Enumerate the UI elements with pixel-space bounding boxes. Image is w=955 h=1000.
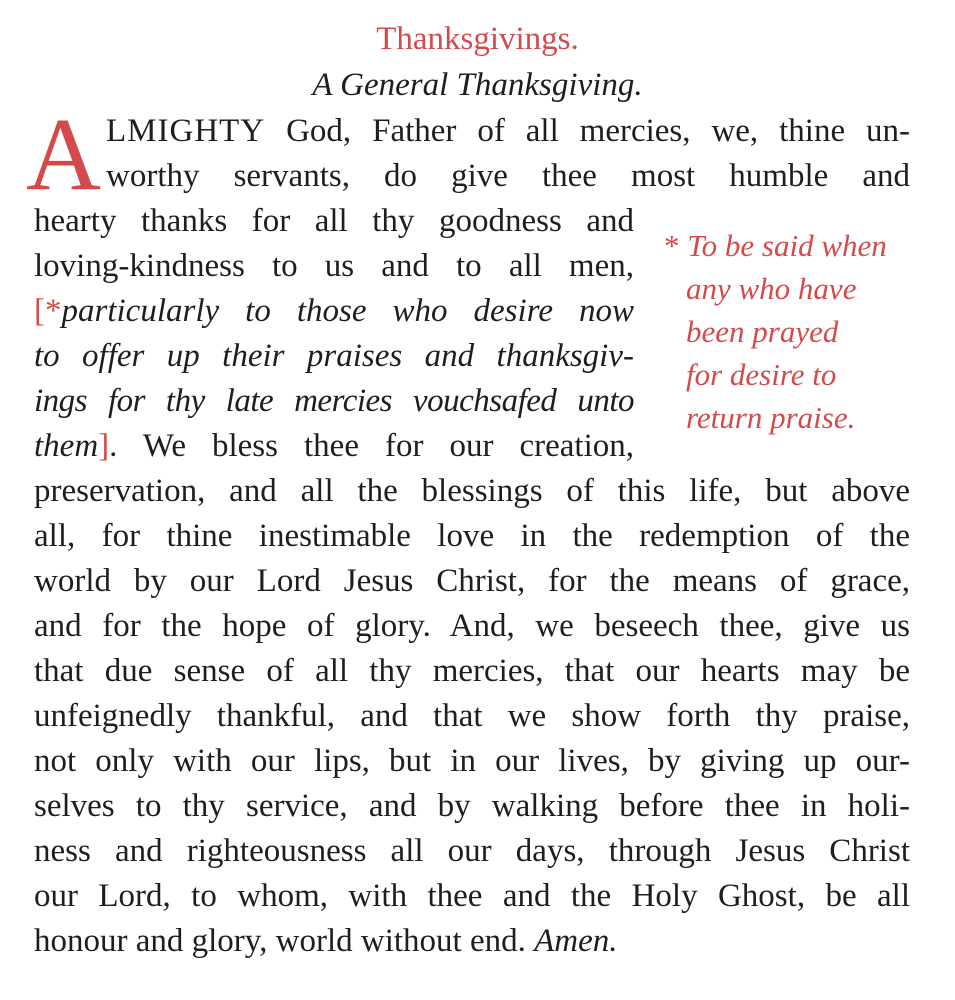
- text-line-18: our Lord, to whom, with thee and the Holy Ghost, be all: [34, 878, 910, 914]
- text-line-12: and for the hope of glory. And, we beseech thee, give us: [34, 608, 910, 644]
- text-line-9: preservation, and all the blessings of this life, but above: [34, 473, 910, 509]
- line-1-rest: God, Father of all mercies, we, thine un-: [286, 113, 911, 149]
- rubric-note-marker: *: [664, 228, 680, 263]
- rubric-note-line-5: return praise.: [686, 400, 856, 435]
- rubric-note-line-2: any who have: [686, 271, 857, 306]
- text-line-3: hearty thanks for all thy goodness and: [34, 203, 634, 239]
- rubric-note-line-4: for desire to: [686, 357, 837, 392]
- text-line-6: to offer up their praises and thanksgiv-: [34, 338, 634, 374]
- prayer-title: A General Thanksgiving.: [312, 67, 643, 103]
- bracket-close: ]: [98, 428, 110, 464]
- text-line-19: [34, 919, 910, 964]
- first-word: LMIGHTY: [106, 113, 266, 149]
- line-5-italic: particularly to those who desire now: [61, 293, 634, 329]
- bracket-open: [: [34, 293, 45, 329]
- line-8-italic: them: [34, 428, 99, 464]
- text-line-11: world by our Lord Jesus Christ, for the means of grace,: [34, 563, 910, 599]
- rubric-marker: *: [45, 293, 62, 329]
- text-line-1: [106, 109, 910, 154]
- text-line-5: [34, 289, 634, 334]
- text-line-15: not only with our lips, but in our lives, by giving up our-: [34, 743, 910, 779]
- text-line-17: ness and righteousness all our days, through Jesus Christ: [34, 833, 910, 869]
- line-19-text: honour and glory, world without end.: [34, 923, 526, 959]
- drop-cap: A: [26, 97, 102, 212]
- rubric-note-line-1: [664, 224, 924, 267]
- text-line-14: unfeignedly thankful, and that we show forth thy praise,: [34, 698, 910, 734]
- text-line-16: selves to thy service, and by walking before thee in holi-: [34, 788, 910, 824]
- text-line-10: all, for thine inestimable love in the redemption of the: [34, 518, 910, 554]
- text-line-13: that due sense of all thy mercies, that our hearts may be: [34, 653, 910, 689]
- line-8-rest: . We bless thee for our creation,: [109, 428, 634, 464]
- text-line-4: loving-kindness to us and to all men,: [34, 248, 634, 284]
- amen: Amen.: [534, 923, 618, 959]
- text-line-8: [34, 424, 634, 469]
- text-line-2: worthy servants, do give thee most humble and: [106, 158, 910, 194]
- rubric-note-line-1-text: To be said when: [687, 228, 887, 263]
- text-line-7: ings for thy late mercies vouchsafed unto: [34, 383, 634, 419]
- rubric-note-line-3: been prayed: [686, 314, 839, 349]
- section-title: Thanksgivings.: [376, 21, 579, 57]
